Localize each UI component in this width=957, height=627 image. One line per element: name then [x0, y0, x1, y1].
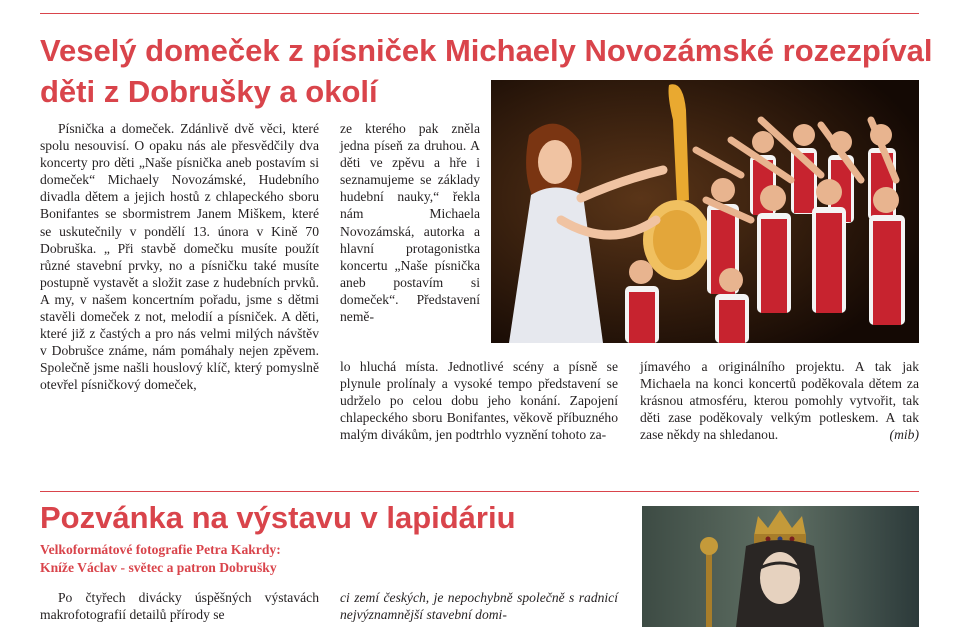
concert-photo-illustration	[491, 80, 919, 343]
article1-signature: (mib)	[889, 427, 919, 443]
article1-column2-narrow-text: ze kterého pak zněla jedna píseň za druhou. A děti ve zpěvu a hře i seznamujeme se základy hudební nauky,“ řekla nám Michaela Novozámská, autorka a hlavní protagonistka koncertu „Naše písnička aneb postavím si domeček“. Představení nemě-	[340, 121, 480, 325]
article1-column2-narrow	[340, 120, 480, 325]
statue-photo	[642, 506, 919, 627]
article1-column2-wide	[340, 358, 618, 443]
article1-column2-wide-text: lo hluchá místa. Jednotlivé scény a písně se plynule prolínaly a vysoké tempo představení se udrželo po celou dobu jeho konání. Zapojení chlapeckého sboru Bonifantes, věkově příbuzného malým divákům, jen podtrhlo vyznění tohoto za-	[340, 359, 618, 443]
article2-column2	[340, 589, 618, 623]
article2-column1	[40, 589, 319, 623]
article1-headline-line1: Veselý domeček z písniček Michaely Novozámské rozezpíval	[40, 33, 933, 68]
section-divider	[40, 491, 919, 492]
top-rule	[40, 13, 919, 14]
article2-subtitle-line1: Velkoformátové fotografie Petra Kakrdy:	[40, 542, 281, 557]
article1-column3-text: jímavého a originálního projektu. A tak jak Michaela na konci koncertů poděkovala dětem za krásnou atmosféru, kterou pomohly vytvořit, tak děti zase poděkovaly velkým potleskem. A tak zase někdy na shledanou.	[640, 359, 919, 443]
article1-column1	[40, 120, 319, 394]
article1-paragraph1: Písnička a domeček. Zdánlivě dvě věci, které spolu nesouvisí. O opaku nás ale přesvědčily dva koncerty pro děti „Naše písnička aneb postavím si domeček“ Michaely Novozámské, Hudebního divadla dětem a jejich hostů z chlapeckého sboru Bonifantes se sbormistrem Janem Miškem, které se uskutečnily v pondělí 13. února v Kině 70 Dobruška. „ Při stavbě domečku musíte použít různé stavební prvky, no a písničku také musíte postupně vystavět a složit zase z hudebních prvků. A my, v našem koncertním pořadu, jsme s dětmi stavěli domeček z not, melodií a písniček. A děti, které již z častých a pro nás velmi milých návštěv v Dobrušce známe, nám pomáhaly nejen zpěvem. Společně jsme našli houslový klíč, který pomyslně otevřel písničkový domeček,	[40, 121, 319, 393]
article1-headline-line2: děti z Dobrušky a okolí	[40, 74, 378, 109]
article1-column3	[640, 358, 919, 443]
article2-subtitle-line2: Kníže Václav - světec a patron Dobrušky	[40, 559, 277, 575]
article2-column1-text: Po čtyřech divácky úspěšných výstavách makrofotografií detailů přírody se	[40, 590, 319, 623]
article2-column2-text: ci zemí českých, je nepochybně společně s radnicí nejvýznamnější stavební domi-	[340, 590, 618, 623]
article2-subtitle	[40, 541, 281, 576]
statue-photo-illustration	[642, 506, 919, 627]
article2-headline: Pozvánka na výstavu v lapidáriu	[40, 500, 516, 535]
concert-photo	[491, 80, 919, 343]
